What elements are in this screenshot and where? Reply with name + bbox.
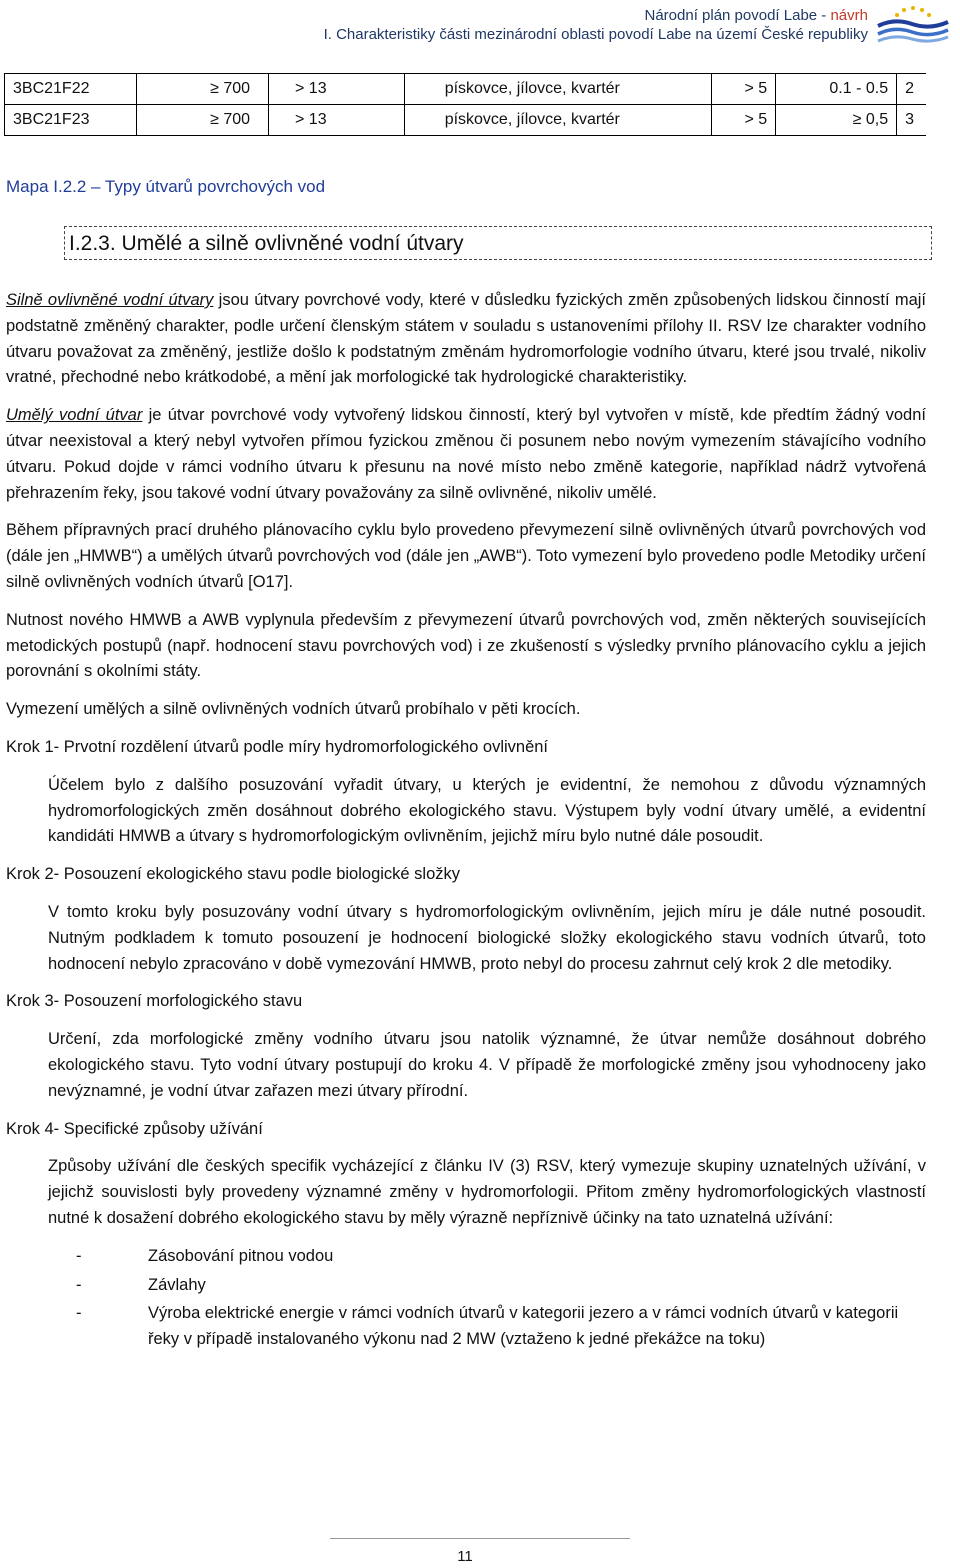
cell-code: 3BC21F22 <box>5 74 137 105</box>
step-title: Krok 4- Specifické způsoby užívání <box>6 1119 263 1138</box>
step-text: Způsoby užívání dle českých specifik vycházející z článku IV (3) RSV, který vymezuje skupiny uznatelných užívání, v jejichž souvislosti byly provedeny významné změny v hydromorfologii. Přitom změny hydromorfologických vlastností nutné k dosažení dobrého ekologického stavu by měly výrazně nepříznivě účinky na tato uznatelná užívání: <box>48 1157 926 1227</box>
list-item-text: Výroba elektrické energie v rámci vodních útvarů v kategorii jezero a v rámci vodních útvarů v kategorii řeky v případě instalovaného výkonu nad 2 MW (vztaženo k jedné překážce na toku) <box>148 1304 899 1349</box>
step-title: Krok 1- Prvotní rozdělení útvarů podle míry hydromorfologického ovlivnění <box>6 737 549 756</box>
step-text: Účelem bylo z dalšího posuzování vyřadit útvary, u kterých je evidentní, že nemohou z důvodu významných hydromorfologických změn dosáhnout dobrého ekologického stavu. Výstupem byly vodní útvary umělé, a evidentní kandidáti HMWB a útvary s hydromorfologickým ovlivněním, jejichž míru bylo nutné dále posoudit. <box>48 775 926 846</box>
header-subtitle: I. Charakteristiky části mezinárodní oblasti povodí Labe na území České republiky <box>323 26 868 43</box>
table-row <box>5 74 927 105</box>
paragraph <box>6 288 926 391</box>
footer-rule <box>330 1538 630 1539</box>
list-item <box>6 1301 926 1353</box>
section-heading: I.2.3. Umělé a silně ovlivněné vodní útvary <box>64 226 932 260</box>
cell-class: 2 <box>897 74 926 105</box>
cell-altitude: ≥ 700 <box>136 74 268 105</box>
paragraph: Vymezení umělých a silně ovlivněných vodních útvarů probíhalo v pěti krocích. <box>6 700 581 719</box>
cell-code: 3BC21F23 <box>5 105 137 136</box>
groundwater-types-table <box>4 73 926 136</box>
step-text: V tomto kroku byly posuzovány vodní útvary s hydromorfologickým ovlivněním, jejich míru je dále nutné posoudit. Nutným podkladem k tomuto posouzení je hodnocení biologické složky ekologického stavu vodních útvarů, toto hodnocení nebylo zpracováno v době vymezování HMWB, proto nebyl do procesu zahrnut celý krok 2 dle metodiky. <box>48 902 926 973</box>
list-item-text: Zásobování pitnou vodou <box>148 1246 334 1265</box>
draft-label: návrh <box>830 7 868 24</box>
paragraph-text: jsou útvary povrchové vody, které v důsledku fyzických změn způsobených lidskou činností mají podstatně změněný charakter, podle určení členským státem v souladu s ustanoveními přílohy II. RSV lze charakter vodního útvaru považovat za změněný, jestliže došlo k podstatným změnám hydromorfologie vodního útvaru, které jsou trvalé, nikoliv vratné, přechodné nebo krátkodobé, a mění jak morfologické tak hydrologické charakteristiky. <box>6 291 927 387</box>
step-title: Krok 2- Posouzení ekologického stavu podle biologické složky <box>6 865 461 884</box>
list-item <box>6 1273 926 1299</box>
list-item-text: Závlahy <box>148 1275 206 1294</box>
list-item <box>6 1244 926 1270</box>
header-title: Národní plán povodí Labe - <box>644 7 831 24</box>
term-awb: Umělý vodní útvar <box>6 406 143 425</box>
uses-list <box>6 1244 926 1353</box>
cell-value: > 5 <box>712 74 776 105</box>
step-text: Určení, zda morfologické změny vodního útvaru jsou natolik významné, že útvar nemůže dosáhnout dobrého ekologického stavu. Tyto vodní útvary postupují do kroku 4. V případě že morfologické změny jsou vyhodnoceny jako nevýznamné, je vodní útvar zařazen mezi útvary přírodní. <box>48 1030 926 1100</box>
cell-range: 0.1 - 0.5 <box>776 74 897 105</box>
map-link[interactable]: Mapa I.2.2 – Typy útvarů povrchových vod <box>6 177 326 196</box>
list-dash: - <box>76 1246 82 1265</box>
cell-class: 3 <box>897 105 926 136</box>
cell-geology: pískovce, jílovce, kvartér <box>404 105 712 136</box>
cell-geology: pískovce, jílovce, kvartér <box>404 74 712 105</box>
page-number: 11 <box>457 1548 473 1565</box>
eu-waves-logo <box>874 4 952 46</box>
paragraph-text: je útvar povrchové vody vytvořený lidskou činností, který byl vytvořen v místě, kde předtím žádný vodní útvar neexistoval a který nebyl vytvořen přímou fyzickou změnou či posunem nebo novým vymezením stávajícího vodního útvaru. Pokud dojde v rámci vodního útvaru k přesunu na nové místo nebo změně kategorie, například nádrž vytvořená přehrazením řeky, jsou takové vodní útvary považovány za silně ovlivněné, nikoliv umělé. <box>6 406 926 502</box>
paragraph: Během přípravných prací druhého plánovacího cyklu bylo provedeno převymezení silně ovlivněných útvarů povrchových vod (dále jen „HMWB“) a umělých útvarů povrchových vod (dále jen „AWB“). Toto vymezení bylo provedeno podle Metodiky určení silně ovlivněných vodních útvarů [O17]. <box>6 521 926 591</box>
table-row <box>5 105 927 136</box>
paragraph <box>6 403 926 506</box>
cell-altitude: ≥ 700 <box>136 105 268 136</box>
paragraph: Nutnost nového HMWB a AWB vyplynula především z převymezení útvarů povrchových vod, změn některých souvisejících metodických postupů (např. hodnocení stavu povrchových vod) i ze zkušeností s výsledky prvního plánovacího cyklu a jejich porovnání s okolními státy. <box>6 610 926 681</box>
list-dash: - <box>76 1275 82 1294</box>
page-header <box>324 6 868 44</box>
header-line-1 <box>324 6 868 25</box>
cell-value: > 13 <box>269 105 405 136</box>
cell-value: > 5 <box>712 105 776 136</box>
list-dash: - <box>76 1304 82 1323</box>
cell-range: ≥ 0,5 <box>776 105 897 136</box>
document-body <box>6 288 926 1356</box>
term-hmwb: Silně ovlivněné vodní útvary <box>6 291 214 309</box>
cell-value: > 13 <box>269 74 405 105</box>
step-title: Krok 3- Posouzení morfologického stavu <box>6 992 303 1011</box>
